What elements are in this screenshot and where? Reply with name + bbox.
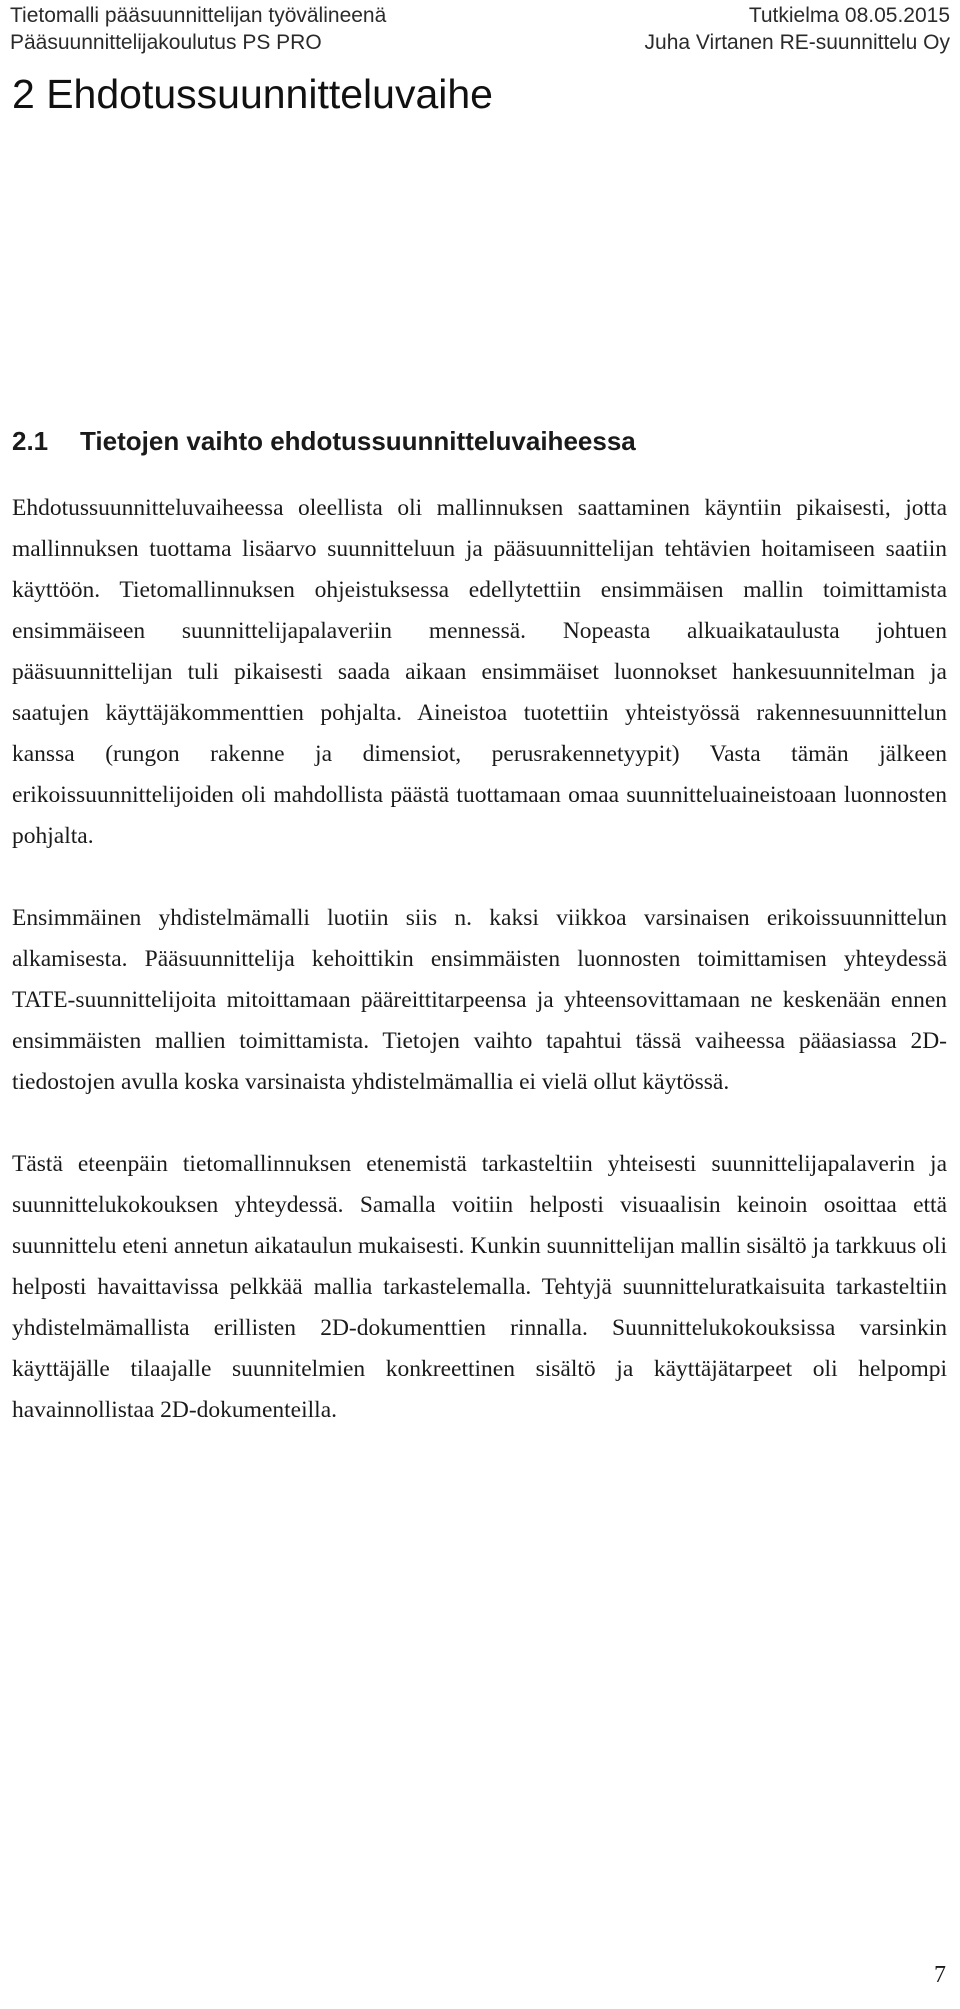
header-course-name: Pääsuunnittelijakoulutus PS PRO <box>10 31 322 54</box>
running-header-row-2 <box>10 29 950 56</box>
chapter-title: 2 Ehdotussuunnitteluvaihe <box>12 71 493 117</box>
header-author: Juha Virtanen RE-suunnittelu Oy <box>644 31 950 54</box>
running-header <box>10 2 950 56</box>
running-header-row-1 <box>10 2 950 29</box>
section-heading <box>12 424 636 458</box>
paragraph: Ehdotussuunnitteluvaiheessa oleellista oli mallinnuksen saattaminen käyntiin pikaisesti, jotta mallinnuksen tuottama lisäarvo suunnitteluun ja pääsuunnittelijan tehtävien hoitamiseen saatiin käyttöön. Tietomallinnuksen ohjeistuksessa edellytettiin ensimmäisen mallin toimittamista ensimmäiseen suunnittelijapalaveriin mennessä. Nopeasta alkuaikataulusta johtuen pääsuunnittelijan tuli pikaisesti saada aikaan ensimmäiset luonnokset hankesuunnitelman ja saatujen käyttäjäkommenttien pohjalta. Aineistoa tuotettiin yhteistyössä rakennesuunnittelun kanssa (rungon rakenne ja dimensiot, perusrakennetyypit) Vasta tämän jälkeen erikoissuunnittelijoiden oli mahdollista päästä tuottamaan omaa suunnitteluaineistoaan luonnosten pohjalta. <box>12 495 947 849</box>
header-document-title: Tietomalli pääsuunnittelijan työvälineenä <box>10 4 387 27</box>
header-document-date: Tutkielma 08.05.2015 <box>748 4 950 27</box>
section-number: 2.1 <box>12 426 49 456</box>
body-text <box>12 488 947 1431</box>
section-title: Tietojen vaihto ehdotussuunnitteluvaiheessa <box>80 426 636 456</box>
paragraph: Tästä eteenpäin tietomallinnuksen etenemistä tarkasteltiin yhteisesti suunnittelijapalaverin ja suunnittelukokouksen yhteydessä. Samalla voitiin helposti visuaalisin keinoin osoittaa että suunnittelu eteni annetun aikataulun mukaisesti. Kunkin suunnittelijan mallin sisältö ja tarkkuus oli helposti havaittavissa pelkkää mallia tarkastelemalla. Tehtyjä suunnitteluratkaisuita tarkasteltiin yhdistelmämallista erillisten 2D-dokumenttien rinnalla. Suunnittelukokouksissa varsinkin käyttäjälle tilaajalle suunnitelmien konkreettinen sisältö ja käyttäjätarpeet oli helpompi havainnollistaa 2D-dokumenteilla. <box>12 1151 947 1423</box>
page-number: 7 <box>934 1962 946 1988</box>
paragraph: Ensimmäinen yhdistelmämalli luotiin siis n. kaksi viikkoa varsinaisen erikoissuunnittelun alkamisesta. Pääsuunnittelija kehoittikin ensimmäisten luonnosten toimittamisen yhteydessä TATE-suunnittelijoita mitoittamaan pääreittitarpeensa ja yhteensovittamaan ne keskenään ennen ensimmäisten mallien toimittamista. Tietojen vaihto tapahtui tässä vaiheessa pääasiassa 2D-tiedostojen avulla koska varsinaista yhdistelmämallia ei vielä ollut käytössä. <box>12 905 947 1095</box>
